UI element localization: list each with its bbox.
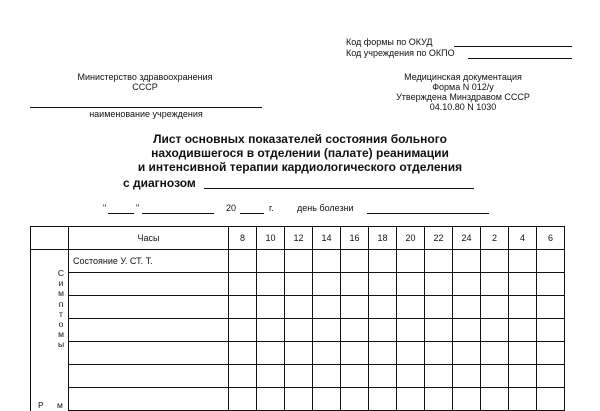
data-cell[interactable] <box>313 342 341 365</box>
vertical-letter: т <box>59 308 63 319</box>
data-cell[interactable] <box>285 365 313 388</box>
data-cell[interactable] <box>313 388 341 411</box>
vertical-letter: м <box>58 288 64 299</box>
hour-cell: 16 <box>341 227 369 250</box>
symptoms-vertical-label <box>56 268 66 350</box>
data-cell[interactable] <box>425 296 453 319</box>
data-cell[interactable] <box>229 296 257 319</box>
table-row <box>31 273 565 296</box>
data-cell[interactable] <box>313 250 341 273</box>
data-cell[interactable] <box>285 273 313 296</box>
data-cell[interactable] <box>397 388 425 411</box>
data-cell[interactable] <box>257 273 285 296</box>
data-cell[interactable] <box>481 319 509 342</box>
date-open-quote: " <box>103 203 107 213</box>
okud-label: Код формы по ОКУД <box>346 37 433 47</box>
data-cell[interactable] <box>313 296 341 319</box>
year-prefix: 20 <box>226 203 237 213</box>
data-cell[interactable] <box>313 365 341 388</box>
approval-line: Утверждена Минздравом СССР <box>396 92 530 102</box>
row-label-cell[interactable] <box>69 342 229 365</box>
data-cell[interactable] <box>425 250 453 273</box>
data-cell[interactable] <box>257 365 285 388</box>
diagnosis-field[interactable] <box>204 188 474 189</box>
data-cell[interactable] <box>229 319 257 342</box>
data-cell[interactable] <box>453 273 481 296</box>
data-cell[interactable] <box>313 319 341 342</box>
illness-day-label: день болезни <box>297 203 354 213</box>
data-cell[interactable] <box>369 273 397 296</box>
vertical-letter: о <box>58 319 64 330</box>
vertical-letter: С <box>57 268 65 278</box>
doc-type: Медицинская документация <box>404 72 522 82</box>
title-line-1: Лист основных показателей состояния больного <box>153 132 447 146</box>
data-cell[interactable] <box>509 388 537 411</box>
title-line-3: и интенсивной терапии кардиологического отделения <box>137 160 463 174</box>
hour-cell: 14 <box>313 227 341 250</box>
data-cell[interactable] <box>453 250 481 273</box>
data-cell[interactable] <box>453 296 481 319</box>
data-cell[interactable] <box>285 319 313 342</box>
data-cell[interactable] <box>369 296 397 319</box>
diagnosis-label: с диагнозом <box>123 176 196 190</box>
data-cell[interactable] <box>481 342 509 365</box>
data-cell[interactable] <box>397 250 425 273</box>
data-cell[interactable] <box>257 319 285 342</box>
vertical-letter: м <box>58 329 64 340</box>
form-number: Форма N 012/у <box>432 82 494 92</box>
data-cell[interactable] <box>453 342 481 365</box>
row-label-cell[interactable] <box>69 388 229 411</box>
data-cell[interactable] <box>425 388 453 411</box>
data-cell[interactable] <box>537 250 565 273</box>
day-field[interactable] <box>108 213 134 214</box>
data-cell[interactable] <box>369 250 397 273</box>
data-cell[interactable] <box>341 319 369 342</box>
row-label-cell[interactable] <box>69 296 229 319</box>
data-cell[interactable] <box>537 365 565 388</box>
data-cell[interactable] <box>537 296 565 319</box>
data-cell[interactable] <box>369 365 397 388</box>
vertical-letter: ы <box>57 339 65 350</box>
ministry-name: Министерство здравоохранения <box>77 72 213 82</box>
data-cell[interactable] <box>229 388 257 411</box>
data-cell[interactable] <box>397 273 425 296</box>
data-cell[interactable] <box>341 388 369 411</box>
hour-cell: 22 <box>425 227 453 250</box>
table-row <box>31 388 565 411</box>
data-cell[interactable] <box>537 388 565 411</box>
data-cell[interactable] <box>397 365 425 388</box>
data-cell[interactable] <box>341 342 369 365</box>
year-suffix: г. <box>269 203 274 213</box>
data-cell[interactable] <box>257 342 285 365</box>
date-close-quote: " <box>136 203 140 213</box>
data-cell[interactable] <box>425 319 453 342</box>
data-cell[interactable] <box>397 319 425 342</box>
hours-header-row <box>31 227 565 250</box>
table-row <box>31 296 565 319</box>
data-cell[interactable] <box>369 342 397 365</box>
hour-cell: 24 <box>453 227 481 250</box>
hour-cell: 18 <box>369 227 397 250</box>
data-cell[interactable] <box>509 342 537 365</box>
data-cell[interactable] <box>313 273 341 296</box>
ministry-country: СССР <box>132 82 158 92</box>
data-cell[interactable] <box>285 342 313 365</box>
data-cell[interactable] <box>341 250 369 273</box>
bottom-letter-p: Р <box>38 400 44 410</box>
data-cell[interactable] <box>369 319 397 342</box>
data-cell[interactable] <box>285 250 313 273</box>
row-label-cell[interactable] <box>69 273 229 296</box>
data-cell[interactable] <box>397 296 425 319</box>
data-cell[interactable] <box>397 342 425 365</box>
data-cell[interactable] <box>229 342 257 365</box>
hour-cell: 20 <box>397 227 425 250</box>
okpo-code-field[interactable] <box>468 58 572 59</box>
table-row <box>31 365 565 388</box>
data-cell[interactable] <box>481 250 509 273</box>
document-title <box>90 132 510 174</box>
data-cell[interactable] <box>257 296 285 319</box>
condition-row-label: Состояние У. СТ. Т. <box>69 250 229 273</box>
approval-date: 04.10.80 N 1030 <box>429 102 497 112</box>
indicators-table <box>30 226 565 411</box>
data-cell[interactable] <box>537 342 565 365</box>
data-cell[interactable] <box>537 273 565 296</box>
side-label-cell <box>31 365 69 388</box>
data-cell[interactable] <box>425 365 453 388</box>
data-cell[interactable] <box>509 296 537 319</box>
data-cell[interactable] <box>453 388 481 411</box>
data-cell[interactable] <box>285 388 313 411</box>
table-row <box>31 250 565 273</box>
row-label-cell[interactable] <box>69 319 229 342</box>
data-cell[interactable] <box>229 365 257 388</box>
data-cell[interactable] <box>509 365 537 388</box>
data-cell[interactable] <box>481 296 509 319</box>
month-field[interactable] <box>142 213 214 214</box>
hour-cell: 6 <box>537 227 565 250</box>
data-cell[interactable] <box>425 273 453 296</box>
data-cell[interactable] <box>257 388 285 411</box>
data-cell[interactable] <box>341 365 369 388</box>
corner-cell <box>31 227 69 250</box>
table-row <box>31 342 565 365</box>
table-row <box>31 319 565 342</box>
illness-day-field[interactable] <box>367 213 489 214</box>
data-cell[interactable] <box>481 273 509 296</box>
data-cell[interactable] <box>369 388 397 411</box>
data-cell[interactable] <box>229 250 257 273</box>
vertical-letter: п <box>58 298 64 309</box>
hour-cell: 12 <box>285 227 313 250</box>
title-line-2: находившегося в отделении (палате) реанимации <box>151 146 449 160</box>
hour-cell: 2 <box>481 227 509 250</box>
okpo-label: Код учреждения по ОКПО <box>346 48 455 58</box>
okud-code-field[interactable] <box>454 46 572 47</box>
institution-caption: наименование учреждения <box>89 109 203 119</box>
data-cell[interactable] <box>257 250 285 273</box>
data-cell[interactable] <box>341 273 369 296</box>
data-cell[interactable] <box>509 319 537 342</box>
data-cell[interactable] <box>229 273 257 296</box>
data-cell[interactable] <box>425 342 453 365</box>
year-field[interactable] <box>240 213 264 214</box>
hour-cell: 10 <box>257 227 285 250</box>
data-cell[interactable] <box>509 250 537 273</box>
row-label-cell[interactable] <box>69 365 229 388</box>
hours-label: Часы <box>69 227 229 250</box>
data-cell[interactable] <box>285 296 313 319</box>
hour-cell: 4 <box>509 227 537 250</box>
data-cell[interactable] <box>537 319 565 342</box>
data-cell[interactable] <box>341 296 369 319</box>
data-cell[interactable] <box>509 273 537 296</box>
data-cell[interactable] <box>481 365 509 388</box>
data-cell[interactable] <box>453 365 481 388</box>
vertical-letter: и <box>58 278 64 289</box>
data-cell[interactable] <box>453 319 481 342</box>
institution-name-field[interactable] <box>30 107 262 108</box>
data-cell[interactable] <box>481 388 509 411</box>
bottom-letter-m: м <box>57 400 63 410</box>
hour-cell: 8 <box>229 227 257 250</box>
